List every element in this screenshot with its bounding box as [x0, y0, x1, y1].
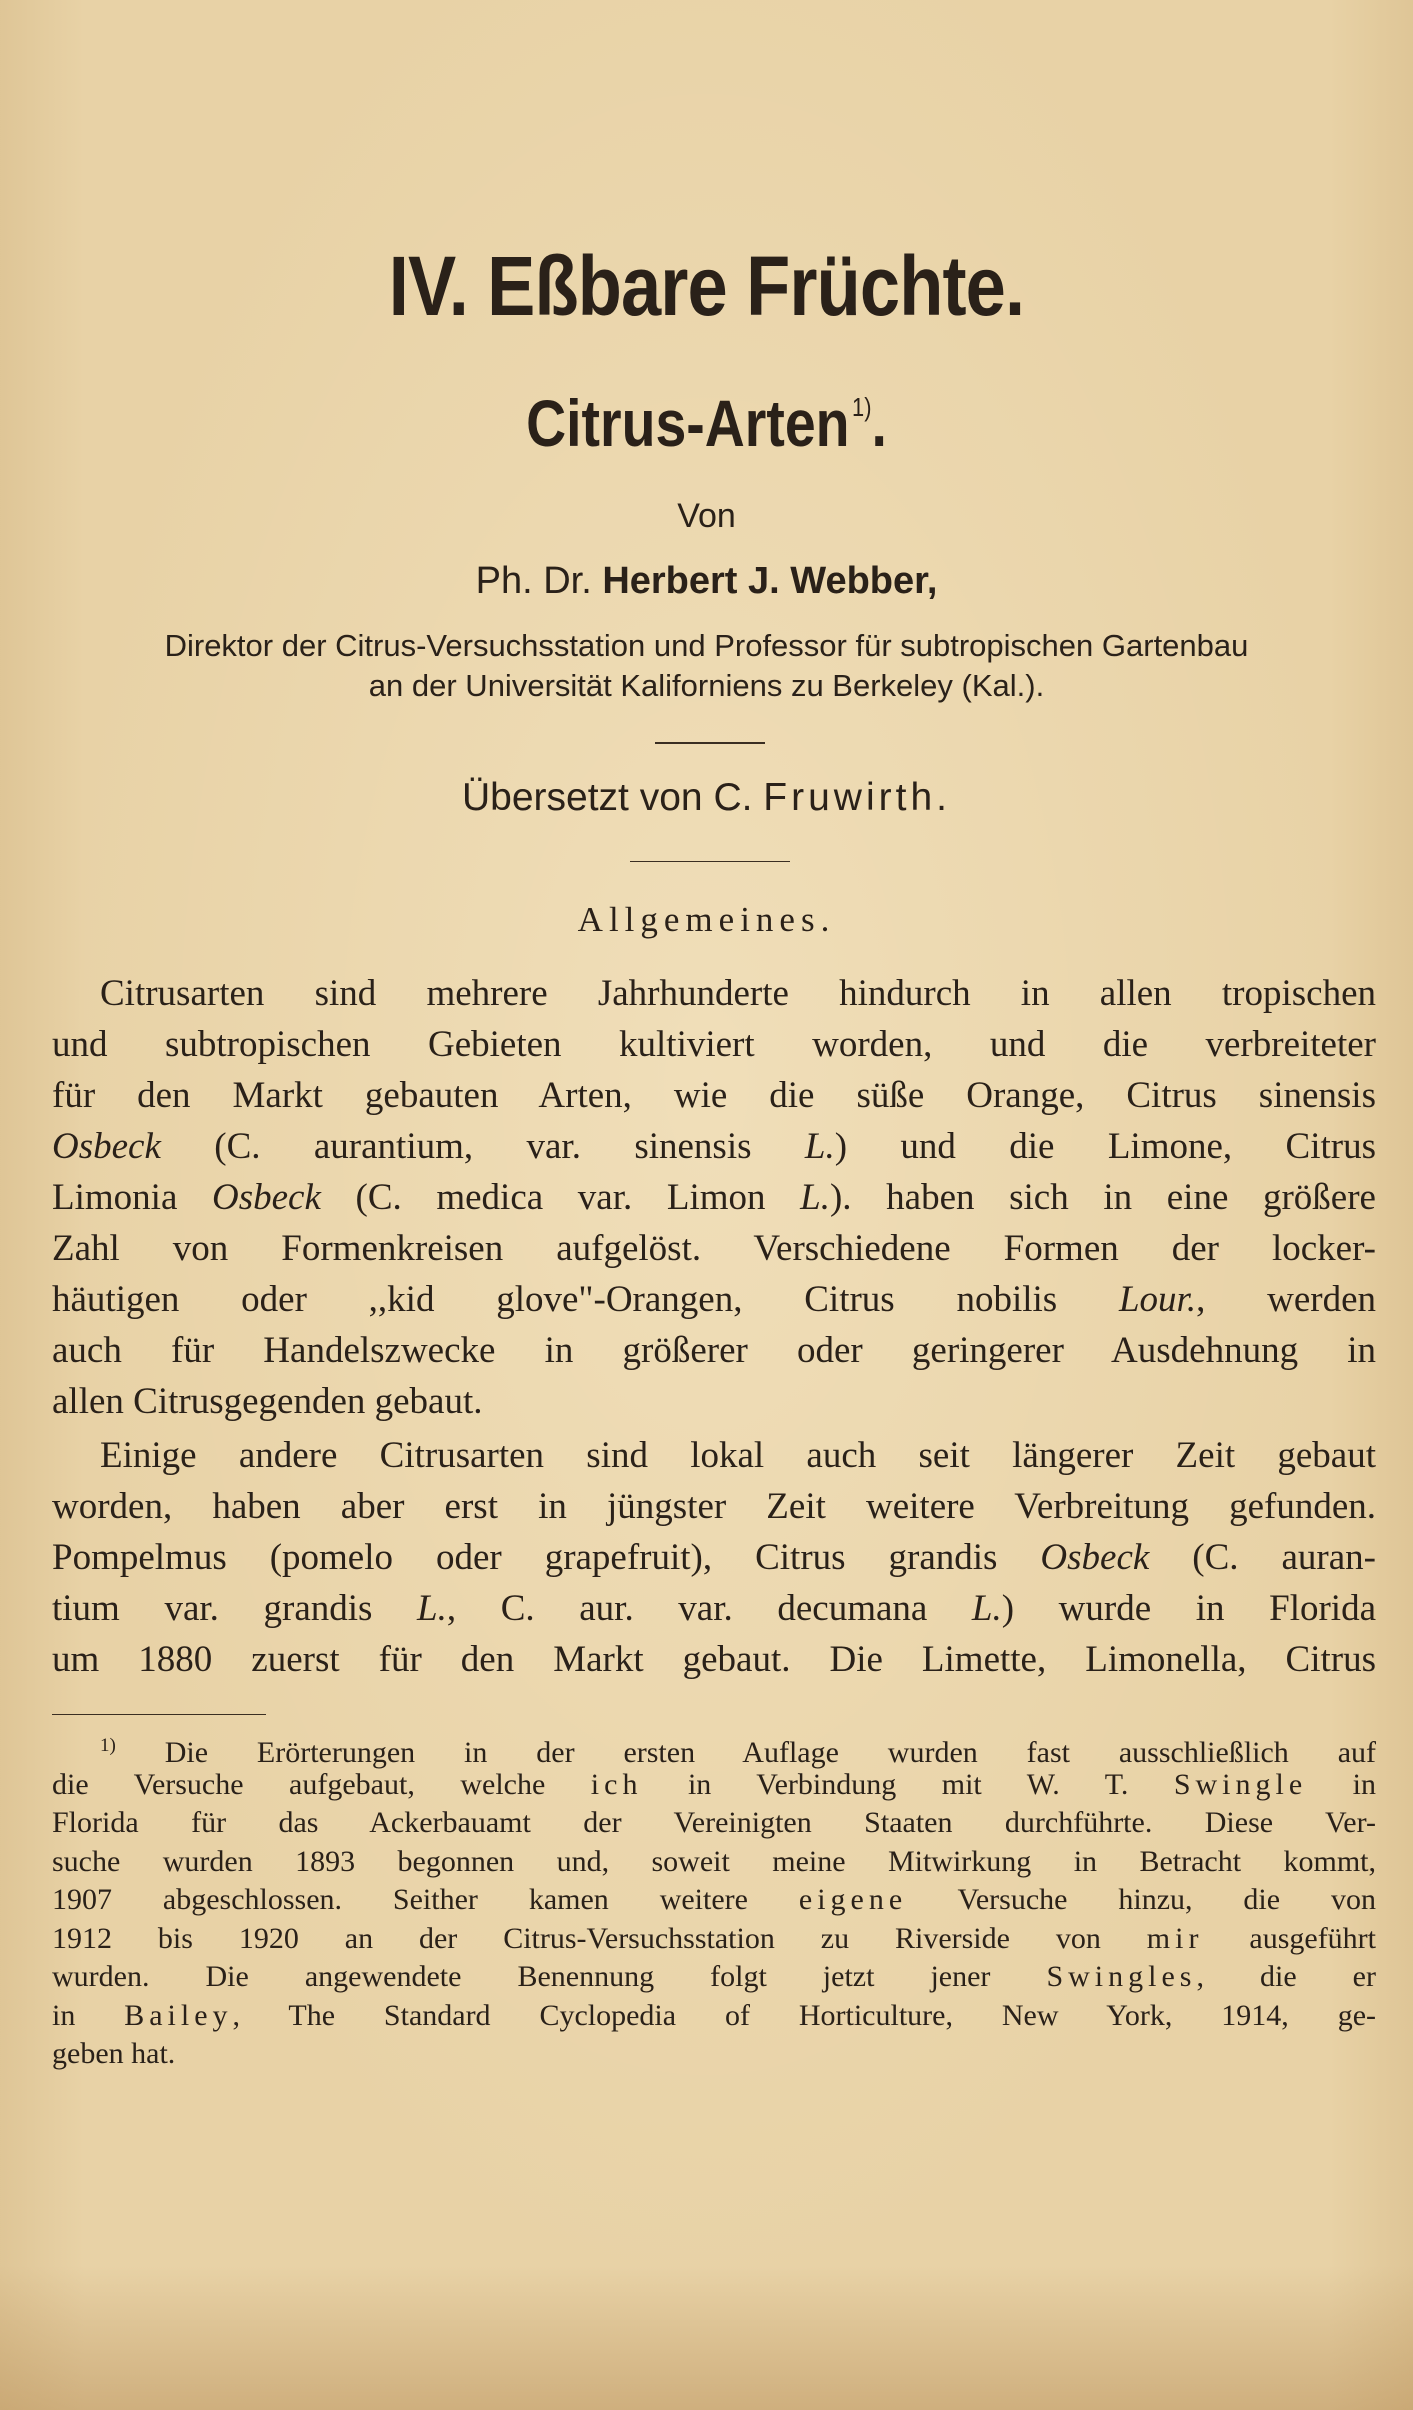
section-title-text: Citrus-Arten [526, 386, 850, 460]
chapter-title: IV. Eßbare Früchte. [388, 239, 1025, 333]
text-fragment: 1907 abgeschlossen. Seither kamen weitere [52, 1883, 799, 1916]
divider [630, 861, 790, 862]
text-line: Citrusarten sind mehrere Jahrhunderte hindurch in allen tropischen [100, 973, 1376, 1014]
text-fragment: tium var. grandis [52, 1588, 418, 1629]
text-line: worden, haben aber erst in jüngster Zeit weitere Verbreitung gefunden. [52, 1486, 1376, 1527]
text-line: Florida für das Ackerbauamt der Vereinigten Staaten durchführte. Diese Ver- [52, 1806, 1376, 1839]
spaced-text: eigene [798, 1883, 908, 1916]
divider [655, 742, 765, 744]
italic-text: L. [417, 1588, 447, 1629]
text-fragment: ) und die Limone, Citrus [834, 1126, 1376, 1167]
translator-line [0, 776, 1413, 820]
spaced-text: Swingle [1173, 1767, 1308, 1801]
text-fragment: , The Standard Cyclopedia of Horticulture, New York, 1914, ge- [232, 1998, 1376, 2032]
text-fragment: in [1307, 1767, 1377, 1801]
author-prefix: Ph. Dr. [475, 560, 592, 602]
translator-name: Fruwirth. [763, 776, 951, 819]
spaced-text: Swingles [1046, 1960, 1197, 1993]
text-line [52, 1766, 1376, 1805]
italic-text: L. [800, 1177, 830, 1218]
author-affiliation-line-2: an der Universität Kaliforniens zu Berkeley (Kal.). [368, 668, 1045, 703]
italic-text: Osbeck [52, 1126, 161, 1167]
text-fragment: ). haben sich in eine größere [829, 1177, 1376, 1218]
footnote [52, 1727, 1376, 2074]
section-title-period: . [871, 386, 887, 460]
paragraph [52, 1430, 1376, 1685]
spaced-text: Bailey [124, 1998, 233, 2032]
text-line: für den Markt gebauten Arten, wie die süße Orange, Citrus sinensis [52, 1075, 1376, 1116]
italic-text: L. [971, 1588, 1002, 1629]
text-line [52, 1881, 1376, 1920]
footnote-number: 1) [100, 1735, 116, 1756]
italic-text: Osbeck [1040, 1537, 1150, 1578]
text-fragment: wurden. Die angewendete Benennung folgt jetzt jener [52, 1960, 1047, 1993]
text-fragment: (C. medica var. Limon [320, 1177, 801, 1218]
text-fragment: , werden [1196, 1279, 1377, 1320]
text-line [52, 1920, 1376, 1959]
text-line [52, 1583, 1376, 1634]
text-line: Einige andere Citrusarten sind lokal auch seit längerer Zeit gebaut [100, 1435, 1376, 1476]
text-fragment: Limonia [52, 1177, 212, 1218]
text-line: suche wurden 1893 begonnen und, soweit meine Mitwirkung in Betracht kommt, [52, 1844, 1376, 1878]
text-line: Zahl von Formenkreisen aufgelöst. Verschiedene Formen der locker- [52, 1228, 1376, 1269]
text-fragment: (C. auran- [1149, 1537, 1376, 1578]
text-line [52, 1727, 1376, 1769]
text-fragment: in [52, 1998, 125, 2032]
text-line: um 1880 zuerst für den Markt gebaut. Die Limette, Limonella, Citrus [52, 1639, 1376, 1680]
author-name: Herbert J. Webber, [602, 560, 938, 602]
text-fragment: Pompelmus (pomelo oder grapefruit), Citrus grandis [52, 1537, 1041, 1578]
footnote-divider [52, 1714, 266, 1715]
text-fragment: Die Erörterungen in der ersten Auflage wurden fast ausschließlich auf [115, 1736, 1376, 1769]
section-title [113, 385, 1300, 461]
author-line [0, 560, 1413, 603]
text-fragment: (C. aurantium, var. sinensis [160, 1126, 805, 1167]
text-line [52, 1274, 1376, 1325]
footnote-reference: 1) [852, 392, 872, 422]
text-fragment: 1912 bis 1920 an der Citrus-Versuchsstation zu Riverside von [52, 1921, 1147, 1955]
text-fragment: ausgeführt [1203, 1921, 1377, 1955]
text-fragment: , die er [1196, 1960, 1376, 1993]
text-fragment: die Versuche aufgebaut, welche [52, 1767, 591, 1801]
text-line [52, 1997, 1376, 2036]
text-fragment: , C. aur. var. decumana [446, 1588, 972, 1629]
translator-prefix: Übersetzt von C. [462, 776, 753, 819]
text-fragment: Versuche hinzu, die von [907, 1883, 1376, 1916]
text-fragment: häutigen oder ,,kid glove"-Orangen, Citrus nobilis [52, 1279, 1119, 1320]
text-fragment: ) wurde in Florida [1001, 1588, 1376, 1629]
text-line: allen Citrusgegenden gebaut. [52, 1381, 483, 1422]
text-line: auch für Handelszwecke in größerer oder geringerer Ausdehnung in [52, 1330, 1376, 1371]
paragraph [52, 968, 1376, 1427]
section-heading: Allgemeines. [577, 900, 836, 939]
by-label: Von [677, 497, 736, 535]
italic-text: Osbeck [211, 1177, 321, 1218]
text-line: und subtropischen Gebieten kultiviert worden, und die verbreiteter [52, 1024, 1376, 1065]
italic-text: Lour. [1118, 1279, 1197, 1320]
text-line [52, 1172, 1376, 1223]
italic-text: L. [804, 1126, 835, 1167]
text-line [52, 1532, 1376, 1583]
text-fragment: in Verbindung mit W. T. [642, 1767, 1174, 1801]
text-line [52, 1121, 1376, 1172]
text-line: geben hat. [52, 2037, 176, 2070]
author-affiliation-line-1: Direktor der Citrus-Versuchsstation und Professor für subtropischen Gartenbau [164, 628, 1249, 663]
spaced-text: mir [1146, 1921, 1204, 1955]
text-line [52, 1958, 1376, 1997]
spaced-text: ich [590, 1767, 643, 1801]
